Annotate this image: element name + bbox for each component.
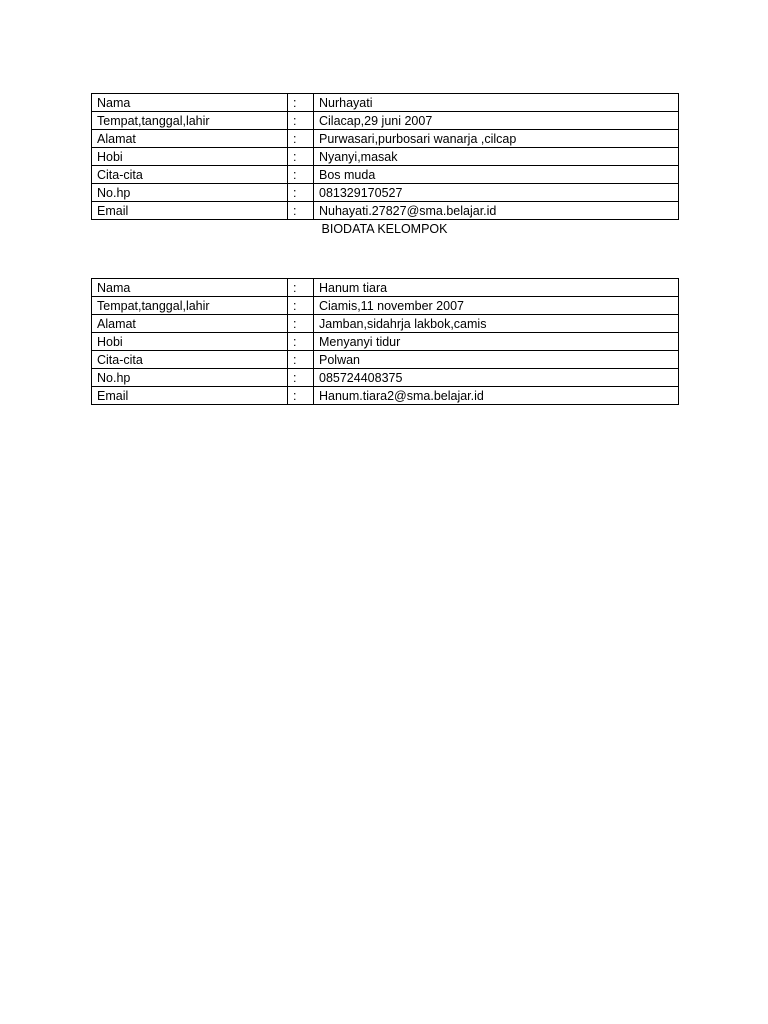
field-label: Tempat,tanggal,lahir	[92, 112, 288, 130]
field-label: Alamat	[92, 130, 288, 148]
field-value: Hanum.tiara2@sma.belajar.id	[314, 387, 679, 405]
table-row	[92, 94, 679, 112]
field-label: Cita-cita	[92, 166, 288, 184]
field-separator: :	[288, 333, 314, 351]
field-separator: :	[288, 315, 314, 333]
field-separator: :	[288, 369, 314, 387]
field-value: Jamban,sidahrja lakbok,camis	[314, 315, 679, 333]
field-value: Cilacap,29 juni 2007	[314, 112, 679, 130]
table-row	[92, 351, 679, 369]
field-separator: :	[288, 202, 314, 220]
field-separator: :	[288, 166, 314, 184]
table-row	[92, 166, 679, 184]
biodata-table-1	[91, 93, 679, 220]
document-title: BIODATA KELOMPOK	[321, 222, 448, 236]
field-value: Menyanyi tidur	[314, 333, 679, 351]
field-separator: :	[288, 351, 314, 369]
table-row	[92, 148, 679, 166]
table-row	[92, 202, 679, 220]
field-value: Ciamis,11 november 2007	[314, 297, 679, 315]
field-label: No.hp	[92, 184, 288, 202]
table-row	[92, 130, 679, 148]
field-value: Purwasari,purbosari wanarja ,cilcap	[314, 130, 679, 148]
field-value: Hanum tiara	[314, 279, 679, 297]
field-separator: :	[288, 94, 314, 112]
table-row	[92, 315, 679, 333]
field-label: Email	[92, 202, 288, 220]
field-separator: :	[288, 148, 314, 166]
biodata-table-2	[91, 278, 679, 405]
table-row	[92, 297, 679, 315]
field-separator: :	[288, 184, 314, 202]
field-label: No.hp	[92, 369, 288, 387]
field-value: Nurhayati	[314, 94, 679, 112]
field-value: 085724408375	[314, 369, 679, 387]
field-value: Bos muda	[314, 166, 679, 184]
field-label: Email	[92, 387, 288, 405]
field-label: Nama	[92, 94, 288, 112]
field-label: Hobi	[92, 333, 288, 351]
field-separator: :	[288, 279, 314, 297]
field-value: Polwan	[314, 351, 679, 369]
field-separator: :	[288, 387, 314, 405]
field-label: Alamat	[92, 315, 288, 333]
table-row	[92, 184, 679, 202]
table-row	[92, 369, 679, 387]
field-label: Cita-cita	[92, 351, 288, 369]
field-label: Tempat,tanggal,lahir	[92, 297, 288, 315]
table-row	[92, 279, 679, 297]
field-separator: :	[288, 297, 314, 315]
field-value: Nyanyi,masak	[314, 148, 679, 166]
field-label: Hobi	[92, 148, 288, 166]
table-row	[92, 333, 679, 351]
field-label: Nama	[92, 279, 288, 297]
table-row	[92, 387, 679, 405]
field-separator: :	[288, 130, 314, 148]
field-value: Nuhayati.27827@sma.belajar.id	[314, 202, 679, 220]
table-row	[92, 112, 679, 130]
field-separator: :	[288, 112, 314, 130]
field-value: 081329170527	[314, 184, 679, 202]
